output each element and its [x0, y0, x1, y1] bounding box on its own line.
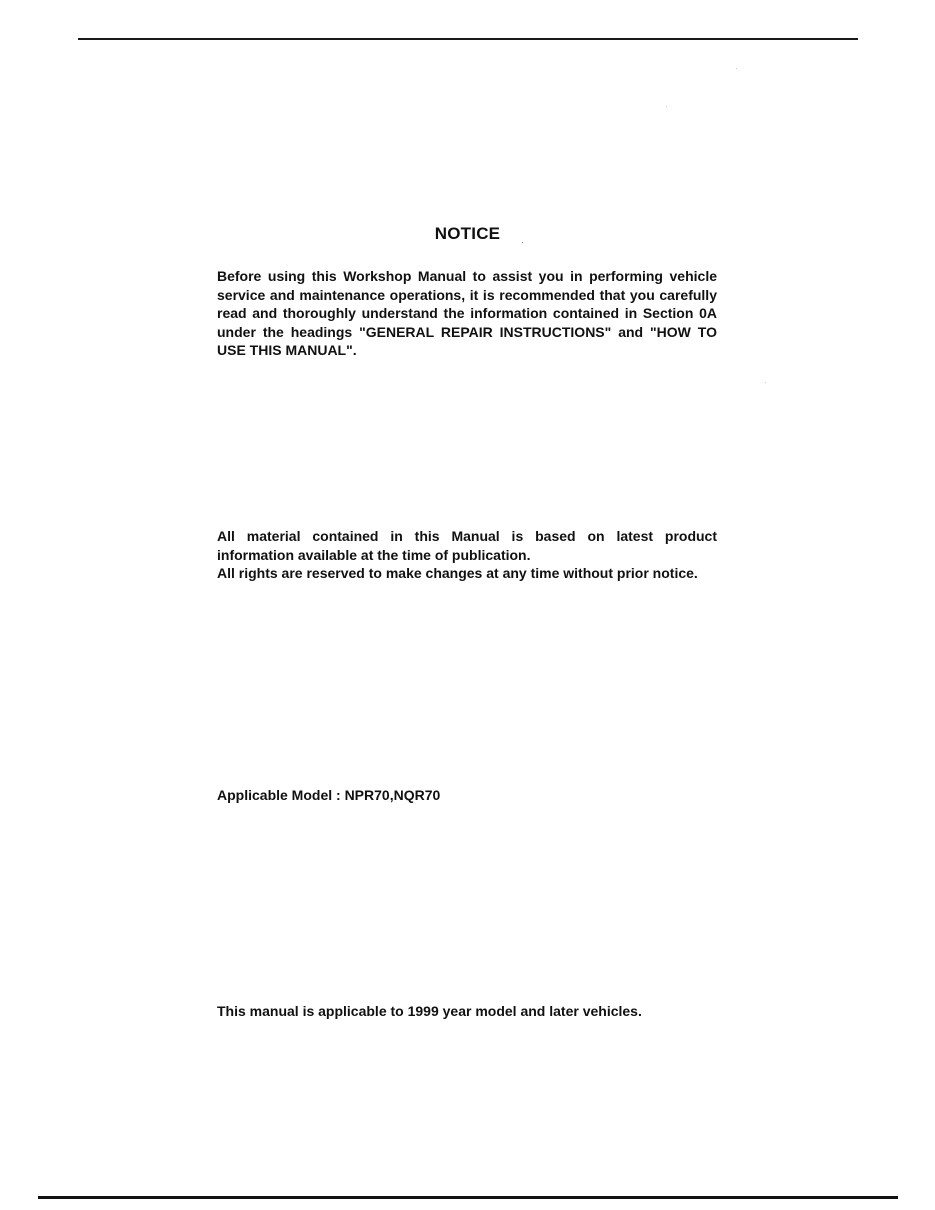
scan-speck [666, 106, 667, 107]
scan-speck [765, 382, 766, 383]
top-rule [78, 38, 858, 40]
page-title: NOTICE [434, 224, 501, 243]
notice-paragraph-material [217, 527, 717, 583]
scan-speck [522, 242, 523, 243]
material-statement: All material contained in this Manual is based on latest product information available at the time of publication. [217, 528, 717, 563]
applicable-model: Applicable Model : NPR70,NQR70 [217, 787, 441, 803]
applicability-statement: This manual is applicable to 1999 year model and later vehicles. [217, 1003, 642, 1019]
rights-statement: All rights are reserved to make changes at any time without prior notice. [217, 565, 698, 581]
bottom-rule [38, 1196, 898, 1199]
scan-speck [736, 68, 737, 69]
notice-paragraph-usage: Before using this Workshop Manual to assist you in performing vehicle service and maintenance operations, it is recommended that you carefully read and thoroughly understand the information contained in Section 0A under the headings "GENERAL REPAIR INSTRUCTIONS" and "HOW TO USE THIS MANUAL". [217, 268, 717, 358]
